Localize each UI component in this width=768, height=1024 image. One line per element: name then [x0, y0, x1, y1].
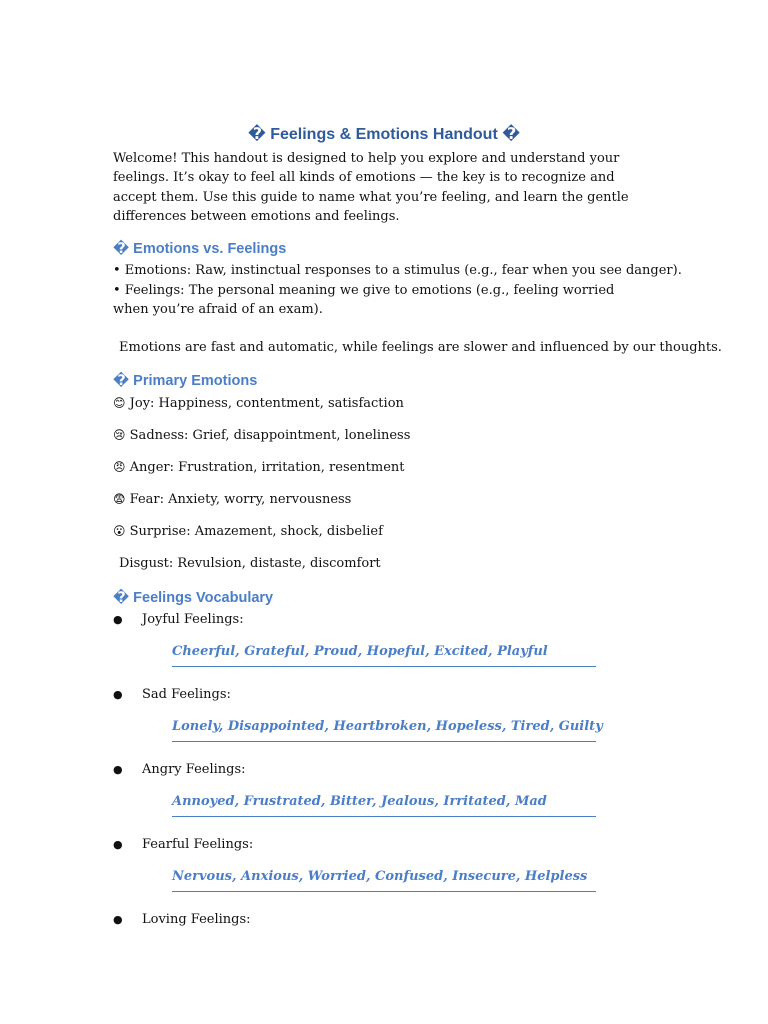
bullet-icon: ● — [113, 913, 123, 926]
page-title: � Feelings & Emotions Handout � — [247, 126, 521, 143]
emotion-text: Fear: Anxiety, worry, nervousness — [129, 492, 352, 507]
emotion-item-disgust — [119, 554, 381, 573]
emotion-text: Joy: Happiness, contentment, satisfaction — [129, 396, 404, 411]
section-heading-emotions-vs-feelings: � Emotions vs. Feelings — [113, 241, 287, 257]
surprised-face-icon: 😮 — [113, 524, 126, 538]
vocab-label: Loving Feelings: — [142, 912, 251, 927]
bullet-icon: ● — [113, 688, 123, 701]
bullet-icon: ● — [113, 763, 123, 776]
section-heading-primary-emotions: � Primary Emotions — [113, 373, 258, 389]
vocab-label: Angry Feelings: — [142, 762, 246, 777]
vocab-words-joyful: Cheerful, Grateful, Proud, Hopeful, Excited, Playful — [172, 642, 596, 667]
smiling-face-icon: 😊 — [113, 396, 126, 410]
fearful-face-icon: 😨 — [113, 492, 126, 506]
emotion-item-fear — [113, 490, 351, 509]
emotions-feelings-note: Emotions are fast and automatic, while feelings are slower and influenced by our thoughts. — [119, 340, 722, 355]
vocab-label: Joyful Feelings: — [142, 612, 244, 627]
crying-face-icon: 😢 — [113, 428, 126, 442]
vocab-item-fearful — [113, 835, 253, 854]
vocab-item-joyful — [113, 610, 244, 629]
vocab-label: Fearful Feelings: — [142, 837, 254, 852]
feelings-definition: • Feelings: The personal meaning we give to emotions (e.g., feeling worried when you’re afraid of an exam). — [113, 283, 615, 317]
emotion-text: Anger: Frustration, irritation, resentment — [129, 460, 405, 475]
vocab-words-sad: Lonely, Disappointed, Heartbroken, Hopeless, Tired, Guilty — [172, 717, 596, 742]
emotion-item-sadness — [113, 426, 410, 445]
bullet-icon: ● — [113, 613, 123, 626]
emotion-item-surprise — [113, 522, 383, 541]
vocab-words-fearful: Nervous, Anxious, Worried, Confused, Insecure, Helpless — [172, 867, 596, 892]
vocab-item-sad — [113, 685, 231, 704]
angry-face-icon: 😠 — [113, 460, 126, 474]
emotion-text: Sadness: Grief, disappointment, loneliness — [129, 428, 411, 443]
vocab-label: Sad Feelings: — [142, 687, 231, 702]
emotions-definition: • Emotions: Raw, instinctual responses to a stimulus (e.g., fear when you see danger). — [113, 263, 682, 278]
bullet-icon: ● — [113, 838, 123, 851]
emotion-item-anger — [113, 458, 405, 477]
intro-paragraph: Welcome! This handout is designed to help you explore and understand your feelings. It’s okay to feel all kinds of emotions — the key is to recognize and accept them. Use this guide to name what you’re feeling, and learn the gentle differences between emotions and feelings. — [113, 151, 629, 224]
section-heading-feelings-vocabulary: � Feelings Vocabulary — [113, 590, 274, 606]
emotion-text: Surprise: Amazement, shock, disbelief — [129, 524, 383, 539]
emotion-item-joy — [113, 394, 404, 413]
vocab-item-angry — [113, 760, 246, 779]
vocab-item-loving — [113, 910, 251, 929]
emotion-text: Disgust: Revulsion, distaste, discomfort — [119, 556, 381, 571]
vocab-words-angry: Annoyed, Frustrated, Bitter, Jealous, Irritated, Mad — [172, 792, 596, 817]
